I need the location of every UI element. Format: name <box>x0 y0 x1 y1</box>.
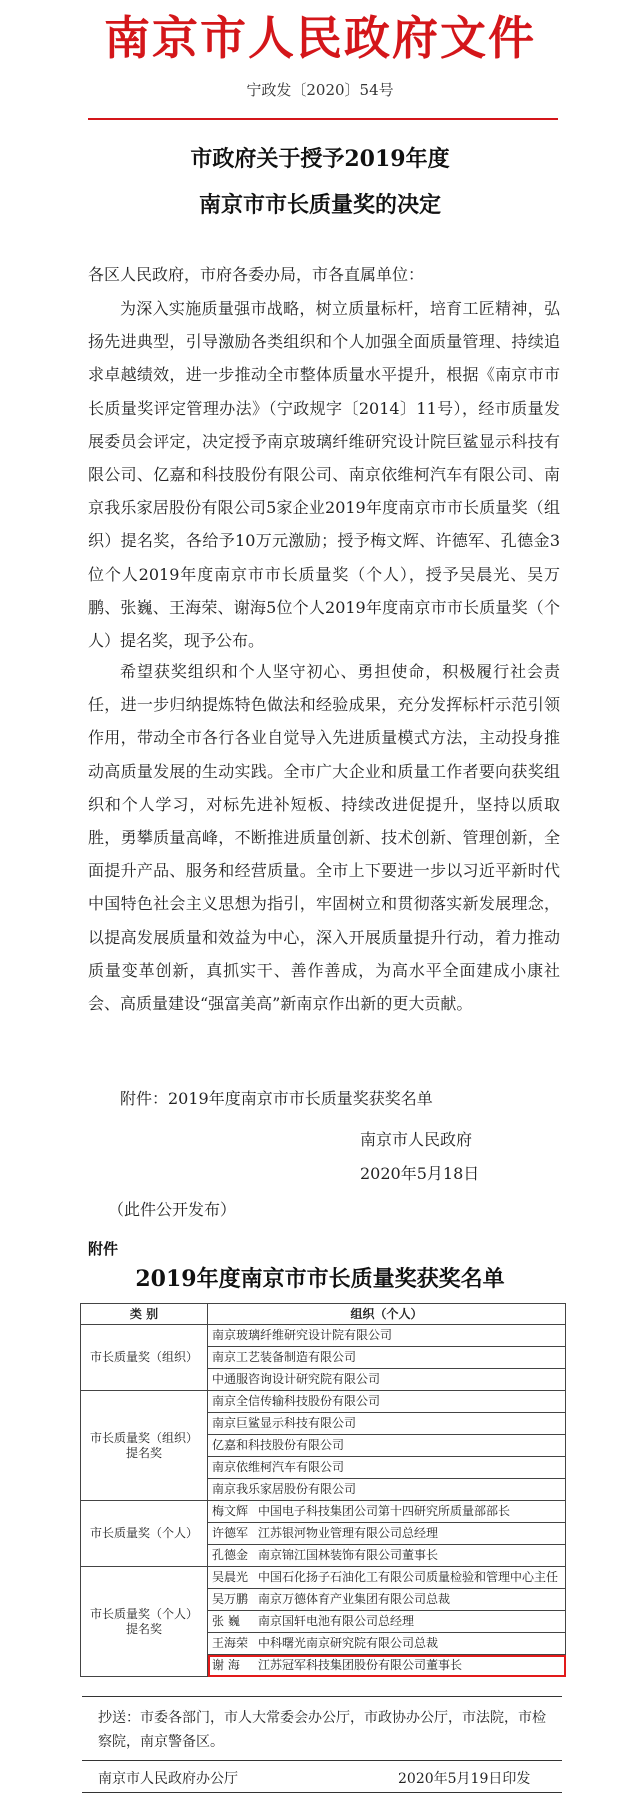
table-row <box>81 1567 566 1589</box>
masthead-divider <box>88 118 558 120</box>
award-category-cell: 市长质量奖（组织）提名奖 <box>81 1391 208 1501</box>
column-header-category: 类 别 <box>81 1304 208 1325</box>
recipient-detail: 江苏银河物业管理有限公司总经理 <box>258 1526 439 1540</box>
recipient-detail: 南京工艺装备制造有限公司 <box>212 1350 357 1364</box>
recipient-detail: 南京我乐家居股份有限公司 <box>212 1482 357 1496</box>
recipient-cell <box>208 1567 566 1589</box>
signature-organization: 南京市人民政府 <box>360 1130 473 1149</box>
recipient-detail: 亿嘉和科技股份有限公司 <box>212 1438 345 1452</box>
attachment-reference: 附件：2019年度南京市市长质量奖获奖名单 <box>120 1089 433 1108</box>
body-paragraph-1: 为深入实施质量强市战略，树立质量标杆，培育工匠精神，弘扬先进典型，引导激励各类组织和个人加强全面质量管理、持续追求卓越绩效，进一步推动全市整体质量水平提升，根据《南京市市长质量奖评定管理办法》（宁政规字〔2014〕11号），经市质量发展委员会评定，决定授予南京玻璃纤维研究设计院巨鲨显示科技有限公司、亿嘉和科技股份有限公司、南京依维柯汽车有限公司、南京我乐家居股份有限公司5家企业2019年度南京市市长质量奖（组织）提名奖，各给予10万元激励；授予梅文辉、许德军、孔德金3位个人2019年度南京市市长质量奖（个人），授予吴晨光、吴万鹏、张巍、王海荣、谢海5位个人2019年度南京市市长质量奖（个人）提名奖，现予公布。 <box>88 299 560 651</box>
recipient-cell <box>208 1435 566 1457</box>
recipient-person-name: 吴晨光 <box>212 1570 249 1584</box>
recipient-cell <box>208 1545 566 1567</box>
recipient-detail: 南京巨鲨显示科技有限公司 <box>212 1416 357 1430</box>
recipient-detail: 南京玻璃纤维研究设计院有限公司 <box>212 1328 393 1342</box>
table-row <box>81 1501 566 1523</box>
recipient-detail: 中国石化扬子石油化工有限公司质量检验和管理中心主任 <box>258 1570 559 1584</box>
recipient-person-name: 孔德金 <box>212 1548 249 1562</box>
recipient-cell <box>208 1369 566 1391</box>
recipient-cell <box>208 1457 566 1479</box>
column-header-recipient: 组织（个人） <box>208 1304 566 1325</box>
table-header-row <box>81 1304 566 1325</box>
recipient-cell <box>208 1501 566 1523</box>
award-category-cell: 市长质量奖（个人）提名奖 <box>81 1567 208 1677</box>
recipient-detail: 南京锦江国林装饰有限公司董事长 <box>258 1548 439 1562</box>
award-category-cell: 市长质量奖（组织） <box>81 1325 208 1391</box>
recipient-cell <box>208 1391 566 1413</box>
issuing-office: 南京市人民政府办公厅 <box>98 1771 238 1787</box>
recipient-cell <box>208 1347 566 1369</box>
recipient-cell <box>208 1325 566 1347</box>
recipient-cell <box>208 1523 566 1545</box>
recipient-detail: 中科曙光南京研究院有限公司总裁 <box>258 1636 439 1650</box>
recipient-cell <box>208 1589 566 1611</box>
cc-divider-top <box>82 1696 562 1697</box>
cc-divider-bottom <box>82 1792 562 1793</box>
document-header <box>0 0 640 100</box>
table-row <box>81 1325 566 1347</box>
recipient-person-name: 王海荣 <box>212 1636 249 1650</box>
recipient-person-name: 谢 海 <box>212 1658 240 1672</box>
body-paragraph-2: 希望获奖组织和个人坚守初心、勇担使命，积极履行社会责任，进一步归纳提炼特色做法和经验成果，充分发挥标杆示范引领作用，带动全市各行各业自觉导入先进质量模式方法，主动投身推动高质量发展的生动实践。全市广大企业和质量工作者要向获奖组织和个人学习，对标先进补短板、持续改进促提升，坚持以质取胜，勇攀质量高峰，不断推进质量创新、技术创新、管理创新，全面提升产品、服务和经营质量。全市上下要进一步以习近平新时代中国特色社会主义思想为指引，牢固树立和贯彻落实新发展理念，以提高发展质量和效益为中心，深入开展质量提升行动，着力推动质量变革创新，真抓实干、善作善成，为高水平全面建成小康社会、高质量建设“强富美高”新南京作出新的更大贡献。 <box>88 662 560 1014</box>
recipient-detail: 江苏冠军科技集团股份有限公司董事长 <box>258 1658 463 1672</box>
recipient-detail: 南京依维柯汽车有限公司 <box>212 1460 345 1474</box>
attachment-label: 附件 <box>88 1240 119 1258</box>
recipient-person-name: 吴万鹏 <box>212 1592 249 1606</box>
recipient-detail: 南京全信传输科技股份有限公司 <box>212 1394 381 1408</box>
recipient-person-name: 许德军 <box>212 1526 249 1540</box>
award-table <box>80 1303 566 1677</box>
recipient-detail: 南京万德体育产业集团有限公司总裁 <box>258 1592 451 1606</box>
award-table-body <box>81 1325 566 1677</box>
document-number: 宁政发〔2020〕54号 <box>246 81 394 99</box>
recipient-cell <box>208 1479 566 1501</box>
recipient-person-name: 张 巍 <box>212 1614 240 1628</box>
recipient-cell <box>208 1655 566 1677</box>
issue-date: 2020年5月19日印发 <box>398 1771 531 1787</box>
recipient-person-name: 梅文辉 <box>212 1504 249 1518</box>
recipient-cell <box>208 1611 566 1633</box>
cc-divider-middle <box>82 1760 562 1761</box>
recipient-detail: 南京国轩电池有限公司总经理 <box>258 1614 415 1628</box>
signature-date: 2020年5月18日 <box>360 1164 480 1183</box>
issuer-masthead: 南京市人民政府文件 <box>104 11 536 65</box>
decision-title-line1: 市政府关于授予2019年度 <box>190 146 450 172</box>
award-list-title: 2019年度南京市市长质量奖获奖名单 <box>135 1266 505 1292</box>
recipient-cell <box>208 1413 566 1435</box>
publish-note: （此件公开发布） <box>108 1200 237 1219</box>
award-category-cell: 市长质量奖（个人） <box>81 1501 208 1567</box>
decision-title-line2: 南京市市长质量奖的决定 <box>198 192 441 218</box>
recipient-detail: 中国电子科技集团公司第十四研究所质量部部长 <box>258 1504 511 1518</box>
table-row <box>81 1391 566 1413</box>
salutation: 各区人民政府，市府各委办局，市各直属单位： <box>88 265 425 284</box>
recipient-detail: 中通服咨询设计研究院有限公司 <box>212 1372 381 1386</box>
cc-distribution-note: 抄送：市委各部门，市人大常委会办公厅，市政协办公厅，市法院，市检察院，南京警备区。 <box>98 1710 546 1750</box>
recipient-cell <box>208 1633 566 1655</box>
